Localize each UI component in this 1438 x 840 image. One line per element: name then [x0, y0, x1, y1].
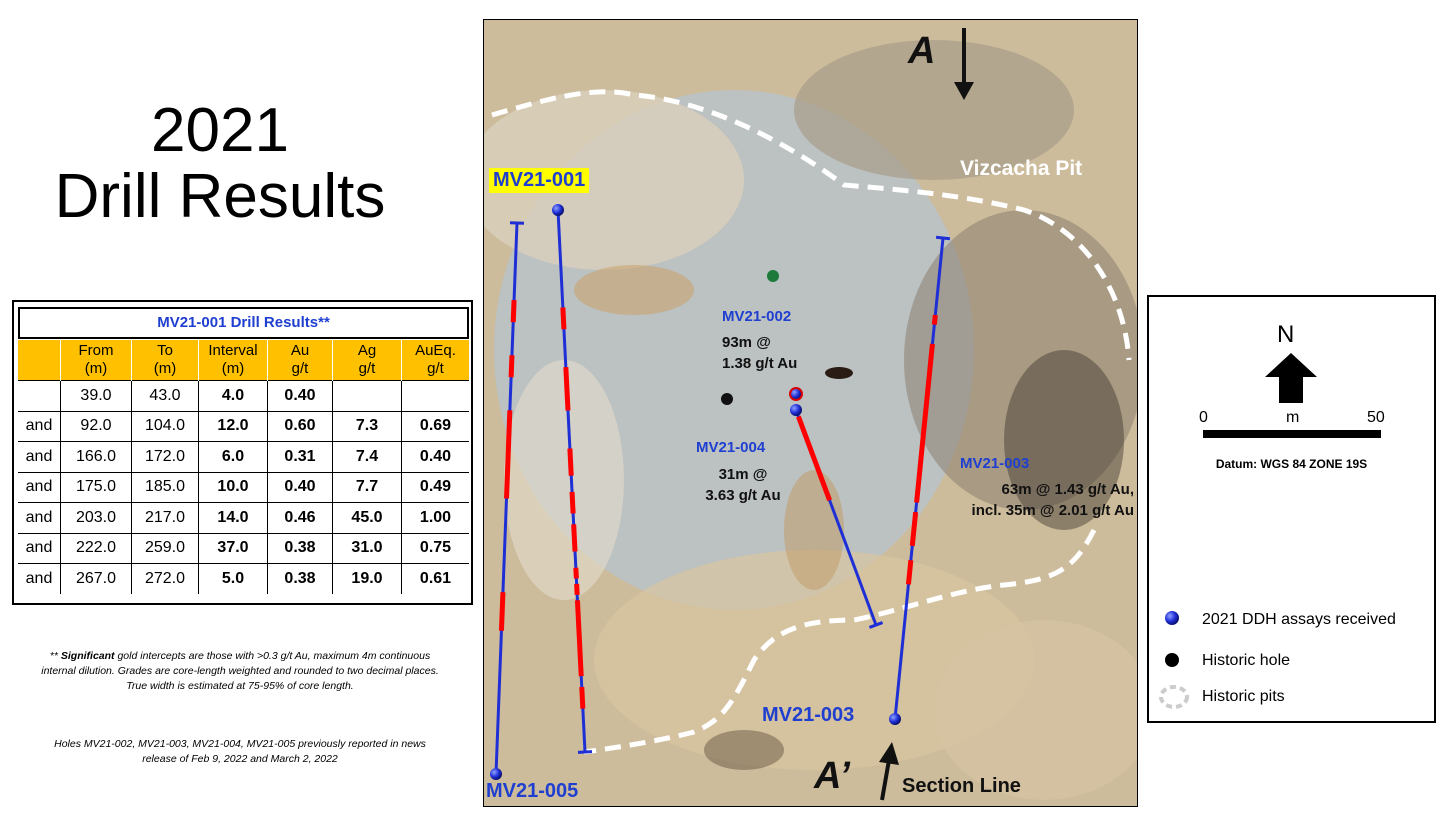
col-header: AuEq. g/t	[402, 340, 470, 381]
mineralized-interval	[513, 300, 514, 322]
collar-mv21-004	[790, 404, 802, 416]
table-cell: 19.0	[333, 564, 402, 594]
north-label: N	[1277, 321, 1295, 348]
table-row	[18, 381, 469, 412]
table-cell: 175.0	[61, 472, 132, 503]
table-row	[18, 442, 469, 473]
table-cell: 185.0	[132, 472, 199, 503]
table-cell: and	[18, 564, 61, 594]
scale-start: 0	[1199, 409, 1208, 426]
collar-mv21-003	[889, 713, 901, 725]
table-cell: 37.0	[199, 533, 268, 564]
mineralized-interval	[566, 367, 568, 410]
table-cell: 92.0	[61, 411, 132, 442]
table-cell: 10.0	[199, 472, 268, 503]
table-cell: 0.69	[402, 411, 470, 442]
table-cell: and	[18, 503, 61, 534]
header-row	[18, 340, 469, 381]
terrain-shadow	[704, 730, 784, 770]
table-cell: and	[18, 533, 61, 564]
collar-mv21-001	[552, 204, 564, 216]
table-cell: 203.0	[61, 503, 132, 534]
table-cell: and	[18, 411, 61, 442]
table-cell: 259.0	[132, 533, 199, 564]
table-cell: 0.31	[268, 442, 333, 473]
table-row	[18, 411, 469, 442]
hole-label-mv21-001: MV21-001	[489, 168, 589, 193]
table-cell	[402, 381, 470, 412]
section-start-label: A	[908, 30, 936, 72]
terrain-patch	[504, 360, 624, 600]
mineralized-interval	[908, 560, 910, 584]
table-cell	[18, 381, 61, 412]
table-row	[18, 472, 469, 503]
mineralized-interval	[934, 315, 935, 325]
north-arrow-icon	[1265, 353, 1317, 403]
table-cell: 7.7	[333, 472, 402, 503]
mineralized-interval	[576, 568, 577, 579]
col-header: Au g/t	[268, 340, 333, 381]
table-cell: 0.40	[268, 472, 333, 503]
table-cell: 7.3	[333, 411, 402, 442]
map-canvas	[484, 20, 1138, 807]
map-legend	[1147, 295, 1436, 723]
table-cell: 172.0	[132, 442, 199, 473]
hole-label-mv21-004: MV21-004	[696, 439, 766, 456]
intercept-mv21-002: 93m @ 1.38 g/t Au	[722, 334, 798, 372]
table-cell: 0.60	[268, 411, 333, 442]
table-cell: 222.0	[61, 533, 132, 564]
table-cell: 43.0	[132, 381, 199, 412]
legend-item-historic-hole: Historic hole	[1202, 652, 1291, 669]
col-header: To (m)	[132, 340, 199, 381]
black-dot-icon	[1163, 651, 1181, 669]
table-cell: 14.0	[199, 503, 268, 534]
mineralized-interval	[501, 592, 502, 631]
collar-label-mv21-003: MV21-003	[762, 704, 855, 726]
table-cell: 0.38	[268, 533, 333, 564]
table-cell: 166.0	[61, 442, 132, 473]
scale-end: 50	[1367, 409, 1385, 426]
table-cell: and	[18, 472, 61, 503]
table-cell: 104.0	[132, 411, 199, 442]
slide-title	[20, 98, 420, 230]
blue-sphere-icon	[1163, 609, 1181, 627]
table-cell: 39.0	[61, 381, 132, 412]
table-cell: 7.4	[333, 442, 402, 473]
table-cell: 272.0	[132, 564, 199, 594]
results-grid	[18, 340, 469, 594]
mineralized-interval	[509, 410, 510, 432]
table-heading: MV21-001 Drill Results**	[18, 307, 469, 339]
col-header: From (m)	[61, 340, 132, 381]
table-cell	[333, 381, 402, 412]
scale-unit: m	[1286, 409, 1300, 426]
table-cell: 0.49	[402, 472, 470, 503]
table-cell: 4.0	[199, 381, 268, 412]
col-header	[18, 340, 61, 381]
section-end-label: A’	[814, 755, 850, 797]
terrain-patch	[784, 470, 844, 590]
hole-end-tick	[936, 237, 950, 238]
drill-map	[483, 19, 1138, 807]
datum-text: Datum: WGS 84 ZONE 19S	[1215, 457, 1368, 471]
terrain-shadow	[825, 367, 853, 379]
table-cell: and	[18, 442, 61, 473]
significant-word: Significant	[60, 650, 115, 662]
section-line-label: Section Line	[902, 775, 1021, 797]
mineralized-interval	[574, 524, 575, 551]
table-row	[18, 564, 469, 594]
drill-results-table	[12, 300, 473, 605]
intercept-mv21-004: 31m @ 3.63 g/t Au	[705, 466, 781, 504]
mineralized-interval	[570, 448, 571, 475]
table-cell: 0.46	[268, 503, 333, 534]
title-main: Drill Results	[54, 162, 386, 231]
table-cell: 0.61	[402, 564, 470, 594]
table-cell: 6.0	[199, 442, 268, 473]
table-cell: 1.00	[402, 503, 470, 534]
table-row	[18, 503, 469, 534]
table-cell: 0.38	[268, 564, 333, 594]
table-cell: 45.0	[333, 503, 402, 534]
intercept-mv21-003: 63m @ 1.43 g/t Au, incl. 35m @ 2.01 g/t Au	[971, 481, 1134, 519]
collar-label-mv21-005: MV21-005	[486, 780, 579, 802]
col-header: Ag g/t	[333, 340, 402, 381]
table-cell: 217.0	[132, 503, 199, 534]
table-cell: 267.0	[61, 564, 132, 594]
hole-end-tick	[510, 223, 524, 224]
mineralized-interval	[563, 308, 564, 330]
table-cell: 31.0	[333, 533, 402, 564]
table-cell: 5.0	[199, 564, 268, 594]
hole-end-tick	[578, 752, 592, 753]
table-cell: 0.40	[402, 442, 470, 473]
legend-item-ddh: 2021 DDH assays received	[1202, 611, 1396, 628]
previous-release-note: Holes MV21-002, MV21-003, MV21-004, MV21-005 previously reported in news release of Feb 9, 2022 and March 2, 2022	[54, 738, 426, 765]
mineralized-interval	[507, 432, 510, 498]
mineralized-interval	[582, 687, 583, 709]
terrain-patch	[574, 265, 694, 315]
collar-mv21-002	[790, 388, 802, 400]
table-cell: 0.75	[402, 533, 470, 564]
table-row	[18, 533, 469, 564]
collar-mv21-005	[490, 768, 502, 780]
historic-hole-marker	[721, 393, 733, 405]
pit-name-label: Vizcacha Pit	[960, 157, 1083, 180]
dashed-outline-icon	[1157, 682, 1191, 712]
mineralized-interval	[511, 355, 512, 377]
col-header: Interval (m)	[199, 340, 268, 381]
historic-hole-marker	[767, 270, 779, 282]
title-year: 2021	[151, 96, 289, 165]
hole-label-mv21-002: MV21-002	[722, 308, 792, 325]
mineralized-interval	[577, 584, 578, 595]
table-cell: 12.0	[199, 411, 268, 442]
table-cell: 0.40	[268, 381, 333, 412]
significance-note: ** Significant gold intercepts are those with >0.3 g/t Au, maximum 4m continuous internal dilution. Grades are core-length weighted and rounded to two decimal places. True width is estimated at 75-95% of core length.	[41, 650, 439, 692]
hole-label-mv21-003: MV21-003	[960, 455, 1030, 472]
mineralized-interval	[572, 492, 573, 514]
legend-item-historic-pits: Historic pits	[1202, 688, 1285, 705]
scale-bar	[1203, 430, 1381, 438]
